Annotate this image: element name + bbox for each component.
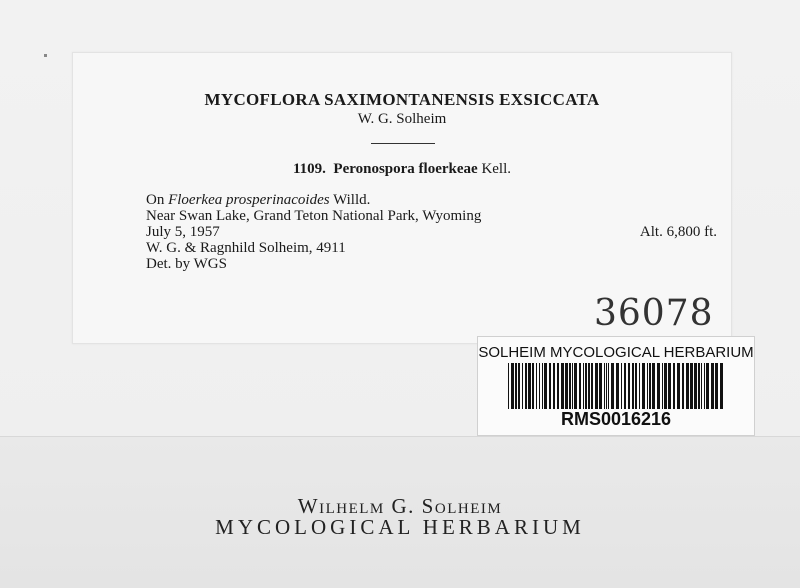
barcode-bar [569, 363, 571, 409]
barcode-bar [704, 363, 705, 409]
barcode-bar [574, 363, 577, 409]
barcode-bar [604, 363, 605, 409]
barcode-bar [539, 363, 540, 409]
barcode-bar [606, 363, 607, 409]
barcode-bar [549, 363, 551, 409]
barcode-bar [624, 363, 626, 409]
barcode-bar [557, 363, 559, 409]
collectors-line: W. G. & Ragnhild Solheim, 4911 [146, 240, 346, 256]
barcode-bar [525, 363, 527, 409]
barcode-bar [690, 363, 693, 409]
barcode-bar [579, 363, 581, 409]
specimen-details [146, 192, 717, 272]
barcode-bar [632, 363, 634, 409]
species-number: 1109. [292, 161, 326, 177]
barcode-bar [706, 363, 709, 409]
barcode-bar [639, 363, 640, 409]
label-subtitle: W. G. Solheim [357, 111, 447, 127]
barcode-bar [698, 363, 700, 409]
barcode-bar [522, 363, 523, 409]
barcode-bar [608, 363, 609, 409]
barcode-bar [528, 363, 531, 409]
barcode-bar [647, 363, 648, 409]
host-prefix: On [146, 192, 169, 208]
barcode-bar [595, 363, 598, 409]
paper-speck [44, 54, 47, 57]
barcode-bar [673, 363, 675, 409]
barcode-bar [686, 363, 689, 409]
species-author: Kell. [481, 161, 512, 177]
barcode-bar [536, 363, 537, 409]
barcode-bar [572, 363, 573, 409]
barcode-bar [561, 363, 564, 409]
barcode-bar [715, 363, 718, 409]
barcode-bar [532, 363, 534, 409]
barcode-bar [508, 363, 509, 409]
altitude: Alt. 6,800 ft. [639, 224, 717, 240]
barcode-bar [720, 363, 723, 409]
barcode-bar [711, 363, 714, 409]
barcode-bar [511, 363, 514, 409]
barcode-bar [616, 363, 619, 409]
host-author: Willd. [329, 192, 371, 208]
barcode-bar [583, 363, 584, 409]
species-name: Peronospora floerkeae [333, 161, 478, 177]
barcode-bar [621, 363, 622, 409]
barcode-bar [662, 363, 663, 409]
date-line [146, 224, 717, 240]
barcode-bar [657, 363, 660, 409]
barcode-bar [544, 363, 547, 409]
barcode-bar [515, 363, 517, 409]
barcode-bar [677, 363, 680, 409]
barcode-bar [591, 363, 593, 409]
barcode-bar [628, 363, 630, 409]
barcode-bar [701, 363, 702, 409]
barcode-code: RMS0016216 [560, 409, 672, 429]
accession-number: 36078 [594, 293, 714, 334]
barcode-bar [553, 363, 555, 409]
barcode-bar [664, 363, 667, 409]
barcode-bar [694, 363, 697, 409]
barcode-icon [508, 363, 724, 409]
host-line [146, 192, 666, 208]
locality-line: Near Swan Lake, Grand Teton National Park, Wyoming [146, 208, 482, 224]
footer-line-2: MYCOLOGICAL HERBARIUM [215, 515, 585, 539]
barcode-bar [642, 363, 645, 409]
barcode-bar [682, 363, 684, 409]
barcode-bar [635, 363, 637, 409]
barcode-bar [611, 363, 614, 409]
barcode-bar [565, 363, 568, 409]
barcode-bar [588, 363, 590, 409]
divider-rule [371, 143, 435, 144]
barcode-bar [668, 363, 671, 409]
barcode-label [477, 336, 755, 436]
barcode-bar [542, 363, 543, 409]
barcode-bar [599, 363, 602, 409]
barcode-bar [649, 363, 651, 409]
label-title: MYCOFLORA SAXIMONTANENSIS EXSICCATA [204, 90, 600, 109]
barcode-herbarium-name: SOLHEIM MYCOLOGICAL HERBARIUM [478, 344, 754, 361]
footer-line-1: Wilhelm G. Solheim [297, 494, 503, 518]
host-name: Floerkea prosperinacoides [168, 192, 330, 208]
collection-date: July 5, 1957 [146, 224, 220, 240]
barcode-bar [652, 363, 655, 409]
determiner-line: Det. by WGS [146, 256, 227, 272]
species-line [73, 161, 731, 178]
barcode-bar [518, 363, 520, 409]
barcode-bar [585, 363, 587, 409]
